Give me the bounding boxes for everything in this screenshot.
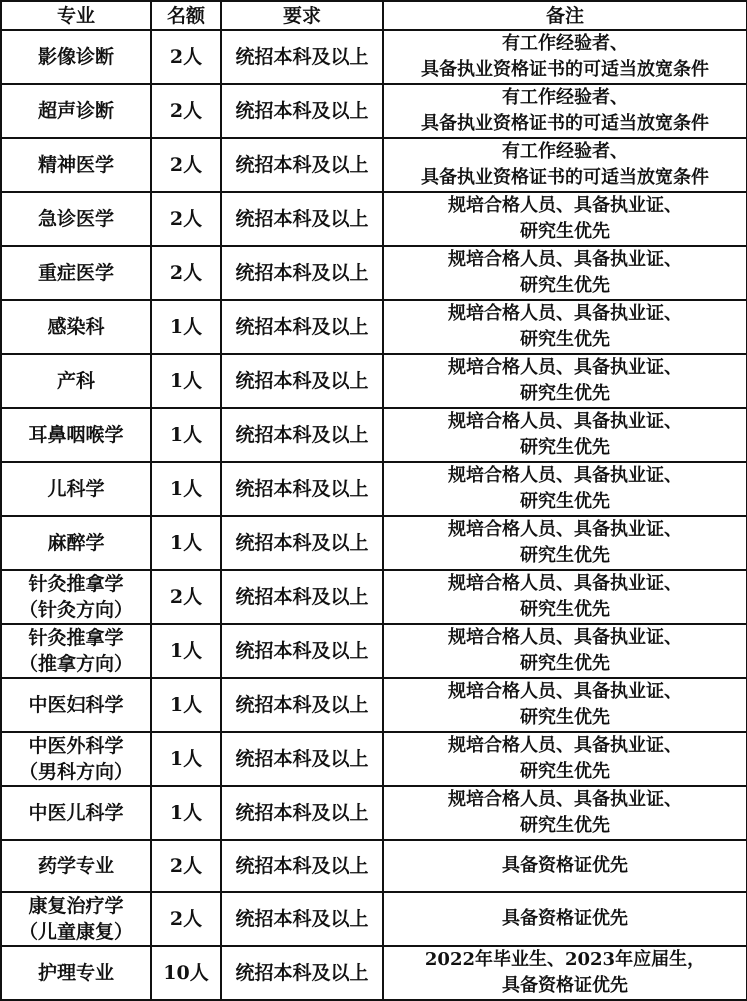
notes-cell bbox=[383, 786, 747, 840]
quota-cell: 1人 bbox=[151, 678, 221, 732]
quota-cell: 1人 bbox=[151, 732, 221, 786]
quota-cell: 1人 bbox=[151, 624, 221, 678]
requirement-cell: 统招本科及以上 bbox=[221, 892, 383, 946]
requirement-cell: 统招本科及以上 bbox=[221, 840, 383, 892]
notes-text: 研究生优先 bbox=[520, 275, 610, 296]
table-row bbox=[1, 516, 747, 570]
requirement-cell: 统招本科及以上 bbox=[221, 946, 383, 1000]
major-cell bbox=[1, 246, 151, 300]
major-text: 康复治疗学 bbox=[28, 895, 124, 917]
major-cell bbox=[1, 732, 151, 786]
notes-text: 具备资格证优先 bbox=[502, 908, 628, 929]
major-text: （儿童康复） bbox=[18, 921, 133, 943]
requirement-cell: 统招本科及以上 bbox=[221, 516, 383, 570]
table-row bbox=[1, 408, 747, 462]
major-text: （针灸方向） bbox=[18, 599, 133, 621]
notes-cell bbox=[383, 840, 747, 892]
quota-cell: 1人 bbox=[151, 462, 221, 516]
requirement-cell: 统招本科及以上 bbox=[221, 570, 383, 624]
quota-cell: 2人 bbox=[151, 30, 221, 84]
quota-cell: 1人 bbox=[151, 786, 221, 840]
requirement-cell: 统招本科及以上 bbox=[221, 408, 383, 462]
quota-cell: 1人 bbox=[151, 408, 221, 462]
quota-cell: 2人 bbox=[151, 192, 221, 246]
table-row bbox=[1, 462, 747, 516]
requirement-cell: 统招本科及以上 bbox=[221, 624, 383, 678]
notes-cell bbox=[383, 30, 747, 84]
quota-cell: 2人 bbox=[151, 138, 221, 192]
notes-text: 研究生优先 bbox=[520, 221, 610, 242]
major-text: 急诊医学 bbox=[37, 208, 114, 230]
header-row bbox=[1, 1, 747, 30]
major-cell bbox=[1, 946, 151, 1000]
header-quota: 名额 bbox=[151, 1, 221, 30]
table-row bbox=[1, 354, 747, 408]
table-row bbox=[1, 946, 747, 1000]
requirement-cell: 统招本科及以上 bbox=[221, 192, 383, 246]
major-cell bbox=[1, 300, 151, 354]
notes-cell bbox=[383, 624, 747, 678]
notes-cell bbox=[383, 462, 747, 516]
notes-text: 研究生优先 bbox=[520, 329, 610, 350]
notes-cell bbox=[383, 408, 747, 462]
notes-text: 规培合格人员、具备执业证、 bbox=[448, 735, 682, 756]
table-row bbox=[1, 840, 747, 892]
major-cell bbox=[1, 408, 151, 462]
table-body bbox=[1, 30, 747, 1000]
notes-text: 规培合格人员、具备执业证、 bbox=[448, 411, 682, 432]
notes-text: 规培合格人员、具备执业证、 bbox=[448, 357, 682, 378]
major-cell bbox=[1, 516, 151, 570]
major-text: 产科 bbox=[56, 370, 95, 392]
major-text: 麻醉学 bbox=[47, 532, 105, 554]
notes-text: 具备资格证优先 bbox=[502, 975, 628, 996]
notes-cell bbox=[383, 192, 747, 246]
notes-text: 规培合格人员、具备执业证、 bbox=[448, 627, 682, 648]
notes-text: 规培合格人员、具备执业证、 bbox=[448, 249, 682, 270]
major-text: 针灸推拿学 bbox=[28, 573, 124, 595]
quota-cell: 2人 bbox=[151, 570, 221, 624]
table-row bbox=[1, 30, 747, 84]
major-text: 中医外科学 bbox=[28, 735, 124, 757]
quota-cell: 1人 bbox=[151, 516, 221, 570]
table-row bbox=[1, 300, 747, 354]
major-text: 儿科学 bbox=[47, 478, 105, 500]
table-row bbox=[1, 84, 747, 138]
notes-text: 有工作经验者、 bbox=[502, 141, 628, 162]
requirement-cell: 统招本科及以上 bbox=[221, 678, 383, 732]
notes-text: 规培合格人员、具备执业证、 bbox=[448, 195, 682, 216]
table-row bbox=[1, 732, 747, 786]
notes-text: 有工作经验者、 bbox=[502, 33, 628, 54]
major-text: 药学专业 bbox=[37, 855, 114, 877]
header-major: 专业 bbox=[1, 1, 151, 30]
notes-text: 研究生优先 bbox=[520, 437, 610, 458]
major-text: 超声诊断 bbox=[37, 100, 114, 122]
notes-cell bbox=[383, 892, 747, 946]
requirement-cell: 统招本科及以上 bbox=[221, 300, 383, 354]
notes-text: 研究生优先 bbox=[520, 761, 610, 782]
quota-cell: 2人 bbox=[151, 892, 221, 946]
quota-cell: 2人 bbox=[151, 84, 221, 138]
notes-text: 规培合格人员、具备执业证、 bbox=[448, 519, 682, 540]
table-row bbox=[1, 138, 747, 192]
notes-text: 规培合格人员、具备执业证、 bbox=[448, 303, 682, 324]
major-text: 中医妇科学 bbox=[28, 694, 124, 716]
notes-text: 规培合格人员、具备执业证、 bbox=[448, 465, 682, 486]
notes-cell bbox=[383, 678, 747, 732]
notes-text: 研究生优先 bbox=[520, 491, 610, 512]
major-text: （推拿方向） bbox=[18, 653, 133, 675]
notes-text: 具备资格证优先 bbox=[502, 855, 628, 876]
notes-text: 具备执业资格证书的可适当放宽条件 bbox=[421, 59, 709, 80]
requirement-cell: 统招本科及以上 bbox=[221, 30, 383, 84]
major-cell bbox=[1, 84, 151, 138]
major-cell bbox=[1, 892, 151, 946]
table-row bbox=[1, 192, 747, 246]
major-text: 中医儿科学 bbox=[28, 802, 124, 824]
table-row bbox=[1, 786, 747, 840]
notes-text: 研究生优先 bbox=[520, 707, 610, 728]
notes-text: 有工作经验者、 bbox=[502, 87, 628, 108]
major-text: （男科方向） bbox=[18, 761, 133, 783]
major-text: 感染科 bbox=[47, 316, 105, 338]
table-row bbox=[1, 678, 747, 732]
notes-cell bbox=[383, 516, 747, 570]
notes-text: 规培合格人员、具备执业证、 bbox=[448, 681, 682, 702]
quota-cell: 2人 bbox=[151, 246, 221, 300]
major-text: 针灸推拿学 bbox=[28, 627, 124, 649]
notes-text: 研究生优先 bbox=[520, 815, 610, 836]
notes-text: 研究生优先 bbox=[520, 599, 610, 620]
notes-text: 具备执业资格证书的可适当放宽条件 bbox=[421, 113, 709, 134]
notes-text: 研究生优先 bbox=[520, 653, 610, 674]
table-row bbox=[1, 570, 747, 624]
major-cell bbox=[1, 624, 151, 678]
notes-cell bbox=[383, 946, 747, 1000]
notes-text: 规培合格人员、具备执业证、 bbox=[448, 573, 682, 594]
notes-text: 具备执业资格证书的可适当放宽条件 bbox=[421, 167, 709, 188]
requirement-cell: 统招本科及以上 bbox=[221, 246, 383, 300]
requirement-cell: 统招本科及以上 bbox=[221, 732, 383, 786]
notes-text: 2022年毕业生、2023年应届生， bbox=[424, 949, 706, 970]
requirement-cell: 统招本科及以上 bbox=[221, 354, 383, 408]
requirement-cell: 统招本科及以上 bbox=[221, 462, 383, 516]
major-cell bbox=[1, 462, 151, 516]
table-row bbox=[1, 892, 747, 946]
notes-text: 研究生优先 bbox=[520, 383, 610, 404]
table-row bbox=[1, 624, 747, 678]
major-cell bbox=[1, 30, 151, 84]
major-text: 护理专业 bbox=[37, 962, 114, 984]
notes-text: 研究生优先 bbox=[520, 545, 610, 566]
notes-cell bbox=[383, 570, 747, 624]
major-cell bbox=[1, 786, 151, 840]
requirement-cell: 统招本科及以上 bbox=[221, 786, 383, 840]
notes-cell bbox=[383, 732, 747, 786]
header-notes: 备注 bbox=[383, 1, 747, 30]
major-cell bbox=[1, 570, 151, 624]
major-cell bbox=[1, 678, 151, 732]
quota-cell: 2人 bbox=[151, 840, 221, 892]
notes-cell bbox=[383, 354, 747, 408]
notes-text: 规培合格人员、具备执业证、 bbox=[448, 789, 682, 810]
major-cell bbox=[1, 138, 151, 192]
notes-cell bbox=[383, 246, 747, 300]
major-cell bbox=[1, 192, 151, 246]
notes-cell bbox=[383, 84, 747, 138]
major-text: 耳鼻咽喉学 bbox=[28, 424, 124, 446]
major-cell bbox=[1, 354, 151, 408]
quota-cell: 1人 bbox=[151, 354, 221, 408]
notes-cell bbox=[383, 300, 747, 354]
table-row bbox=[1, 246, 747, 300]
major-text: 影像诊断 bbox=[37, 46, 114, 68]
major-cell bbox=[1, 840, 151, 892]
quota-cell: 10人 bbox=[151, 946, 221, 1000]
major-text: 重症医学 bbox=[37, 262, 114, 284]
header-requirement: 要求 bbox=[221, 1, 383, 30]
notes-cell bbox=[383, 138, 747, 192]
requirement-cell: 统招本科及以上 bbox=[221, 138, 383, 192]
major-text: 精神医学 bbox=[37, 154, 114, 176]
requirement-cell: 统招本科及以上 bbox=[221, 84, 383, 138]
quota-cell: 1人 bbox=[151, 300, 221, 354]
